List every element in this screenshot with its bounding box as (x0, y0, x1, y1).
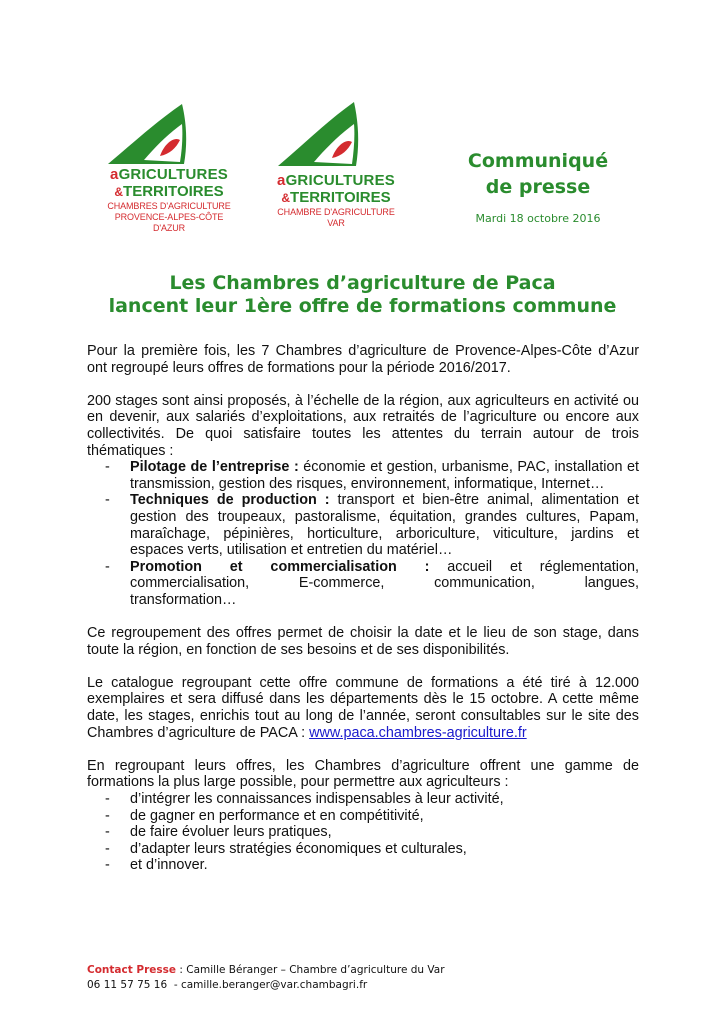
list-dash: - (105, 840, 110, 857)
list-dash: - (105, 558, 110, 575)
logo-letter-a: a (110, 166, 119, 183)
press-release-title (438, 148, 638, 200)
logo-var (270, 98, 402, 238)
press-date: Mardi 18 octobre 2016 (475, 212, 601, 225)
contact-details-line (87, 978, 647, 993)
logo-word-agricultures: GRICULTURES (285, 172, 395, 189)
goal-text: d’intégrer les connaissances indispensables à leur activité, (130, 791, 504, 808)
list-item (87, 824, 639, 841)
press-title-line2: de presse (485, 176, 591, 198)
theme-label: Techniques de production : (130, 492, 330, 509)
paragraph-stages: 200 stages sont ainsi proposés, à l’échelle de la région, aux agriculteurs en activité ou en devenir, aux salariés d’exploitations, aux retraités de l’agriculture ou encore aux collectivités. De quoi satisfaire toutes les attentes du terrain autour de trois thématiques : (87, 392, 639, 459)
logo-title-line2 (270, 189, 402, 207)
logo-ampersand: & (281, 191, 291, 205)
headline-line1: Les Chambres d’agriculture de Paca (169, 272, 556, 294)
goal-text: de faire évoluer leurs pratiques, (130, 824, 332, 841)
logo-subtitle-2: PROVENCE-ALPES-CÔTE D'AZUR (114, 212, 224, 233)
press-title-line1: Communiqué (467, 150, 609, 172)
list-item (87, 559, 639, 609)
website-link[interactable]: www.paca.chambres-agriculture.fr (309, 724, 527, 741)
contact-email[interactable]: camille.beranger@var.chambagri.fr (180, 979, 368, 991)
goals-list (87, 791, 639, 874)
paragraph-regroupement: Ce regroupement des offres permet de choisir la date et le lieu de son stage, dans toute la région, en fonction de ses besoins et de ses disponibilités. (87, 625, 639, 658)
list-dash: - (105, 492, 110, 509)
goal-text: et d’innover. (130, 857, 208, 874)
contact-phone: 06 11 57 75 16 (87, 979, 168, 991)
list-dash: - (105, 857, 110, 874)
headline-line2: lancent leur 1ère offre de formations commune (108, 295, 617, 317)
logo-swoosh-icon (104, 98, 234, 170)
list-item (87, 808, 639, 825)
theme-label: Pilotage de l’entreprise : (130, 459, 299, 476)
theme-text: économie et gestion, urbanisme, PAC, installation et transmission, gestion des risques, environnement, informatique, Internet… (130, 459, 639, 492)
list-dash: - (105, 807, 110, 824)
logo-word-territoires: TERRITOIRES (290, 189, 391, 206)
contact-label: Contact Presse (87, 964, 177, 976)
headline (40, 272, 685, 318)
contact-line (87, 963, 647, 978)
catalogue-text: Le catalogue regroupant cette offre commune de formations a été tiré à 12.000 exemplaires et sera diffusé dans les départements dès le 15 octobre. A cette même date, les stages, enrichis tout au long de l’année, seront consultables sur le site des Chambres d’agriculture de PACA : (87, 674, 639, 741)
press-contact-footer (87, 963, 647, 993)
paragraph-catalogue (87, 675, 639, 741)
logo-title-line1 (270, 172, 402, 189)
theme-label: Promotion et commercialisation : (130, 558, 430, 575)
logo-subtitle-1: CHAMBRES D'AGRICULTURE (107, 201, 231, 211)
contact-separator: : (176, 964, 187, 976)
list-dash: - (105, 791, 110, 808)
logo-ampersand: & (114, 185, 124, 199)
paragraph-offres: En regroupant leurs offres, les Chambres d’agriculture offrent une gamme de formations la plus large possible, pour permettre aux agriculteurs : (87, 757, 639, 791)
theme-text: accueil et réglementation, commercialisation, E-commerce, communication, langues, transformation… (130, 558, 639, 608)
list-item (87, 841, 639, 858)
logo-subtitle-2: VAR (327, 218, 345, 228)
list-item (87, 459, 639, 492)
goal-text: de gagner en performance et en compétitivité, (130, 807, 424, 824)
paragraph-intro: Pour la première fois, les 7 Chambres d’agriculture de Provence-Alpes-Côte d’Azur ont regroupé leurs offres de formations pour la période 2016/2017. (87, 343, 639, 376)
list-dash: - (105, 824, 110, 841)
logo-paca (104, 98, 234, 233)
logo-word-agricultures: GRICULTURES (118, 166, 228, 183)
logo-title-line1 (104, 166, 234, 183)
article-body (87, 343, 639, 874)
list-item (87, 857, 639, 874)
goal-text: d’adapter leurs stratégies économiques et culturales, (130, 840, 467, 857)
contact-name: Camille Béranger – Chambre d’agriculture du Var (186, 964, 445, 976)
logo-swoosh-icon (270, 98, 402, 170)
list-dash: - (105, 459, 110, 476)
logo-word-territoires: TERRITOIRES (123, 183, 224, 200)
logo-title-line2 (104, 183, 234, 201)
logo-letter-a: a (277, 172, 286, 189)
list-item (87, 791, 639, 808)
list-item (87, 492, 639, 558)
theme-text: transport et bien-être animal, alimentation et gestion des troupeaux, pastoralisme, équitation, grandes cultures, Papam, maraîchage, pépinières, horticulture, arboriculture, viticulture, jardins et espaces verts, utilisation et entretien du matériel… (130, 492, 639, 559)
contact-separator: - (167, 979, 181, 991)
themes-list (87, 459, 639, 608)
logo-subtitle-1: CHAMBRE D'AGRICULTURE (277, 207, 395, 217)
